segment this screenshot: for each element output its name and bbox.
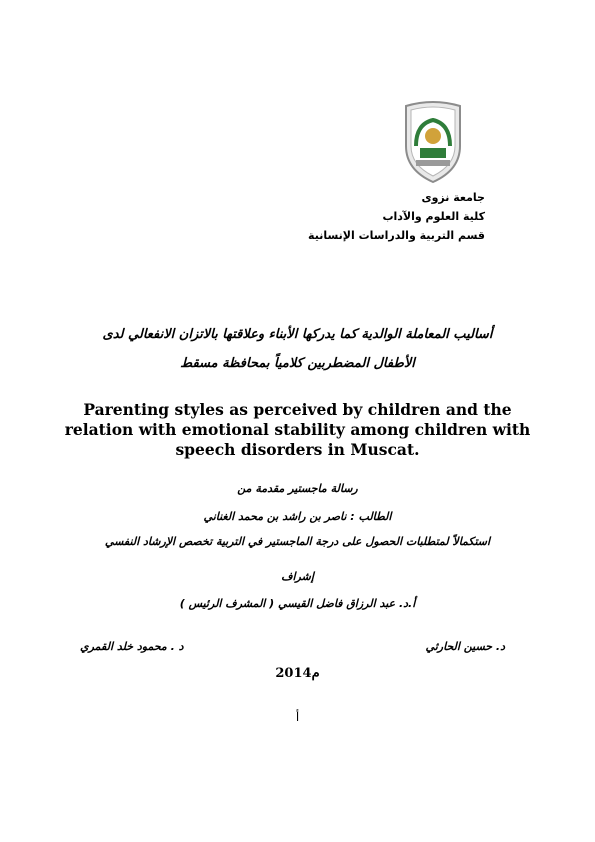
arabic-title-line-1: أساليب المعاملة الوالدية كما يدركها الأبناء وعلاقتها بالاتزان الانفعالي لدى [102,327,493,342]
main-supervisor: أ.د. عبد الرزاق فاضل القيسي ( المشرف الرئيس ) [179,597,416,610]
year: 2014م [275,666,320,681]
university-name: جامعة نزوى [421,191,485,204]
college-name: كلية العلوم والآداب [382,210,485,223]
thesis-label: رسالة ماجستير مقدمة من [237,482,358,495]
department-name: قسم التربية والدراسات الإنسانية [308,229,485,242]
emblem-banner [416,160,450,166]
english-title: Parenting styles as perceived by children and the relation with emotional stability among children with speech disorders in Muscat. [64,400,531,459]
page-number: أ [295,710,300,724]
emblem-sun [425,128,441,144]
degree-requirement: استكمالاً لمتطلبات الحصول على درجة الماجستير في التربية تخصص الإرشاد النفسي [104,535,491,548]
student-name: الطالب : ناصر بن راشد بن محمد الغناني [203,510,392,523]
committee-member-left: د . محمود خلد القمري [80,640,184,653]
supervision-label: إشراف [281,570,314,583]
university-emblem [402,100,464,184]
committee-member-right: د. حسين الحارثي [425,640,505,653]
arabic-title-line-2: الأطفال المضطربين كلامياً بمحافظة مسقط [180,356,415,371]
emblem-book [420,148,446,158]
